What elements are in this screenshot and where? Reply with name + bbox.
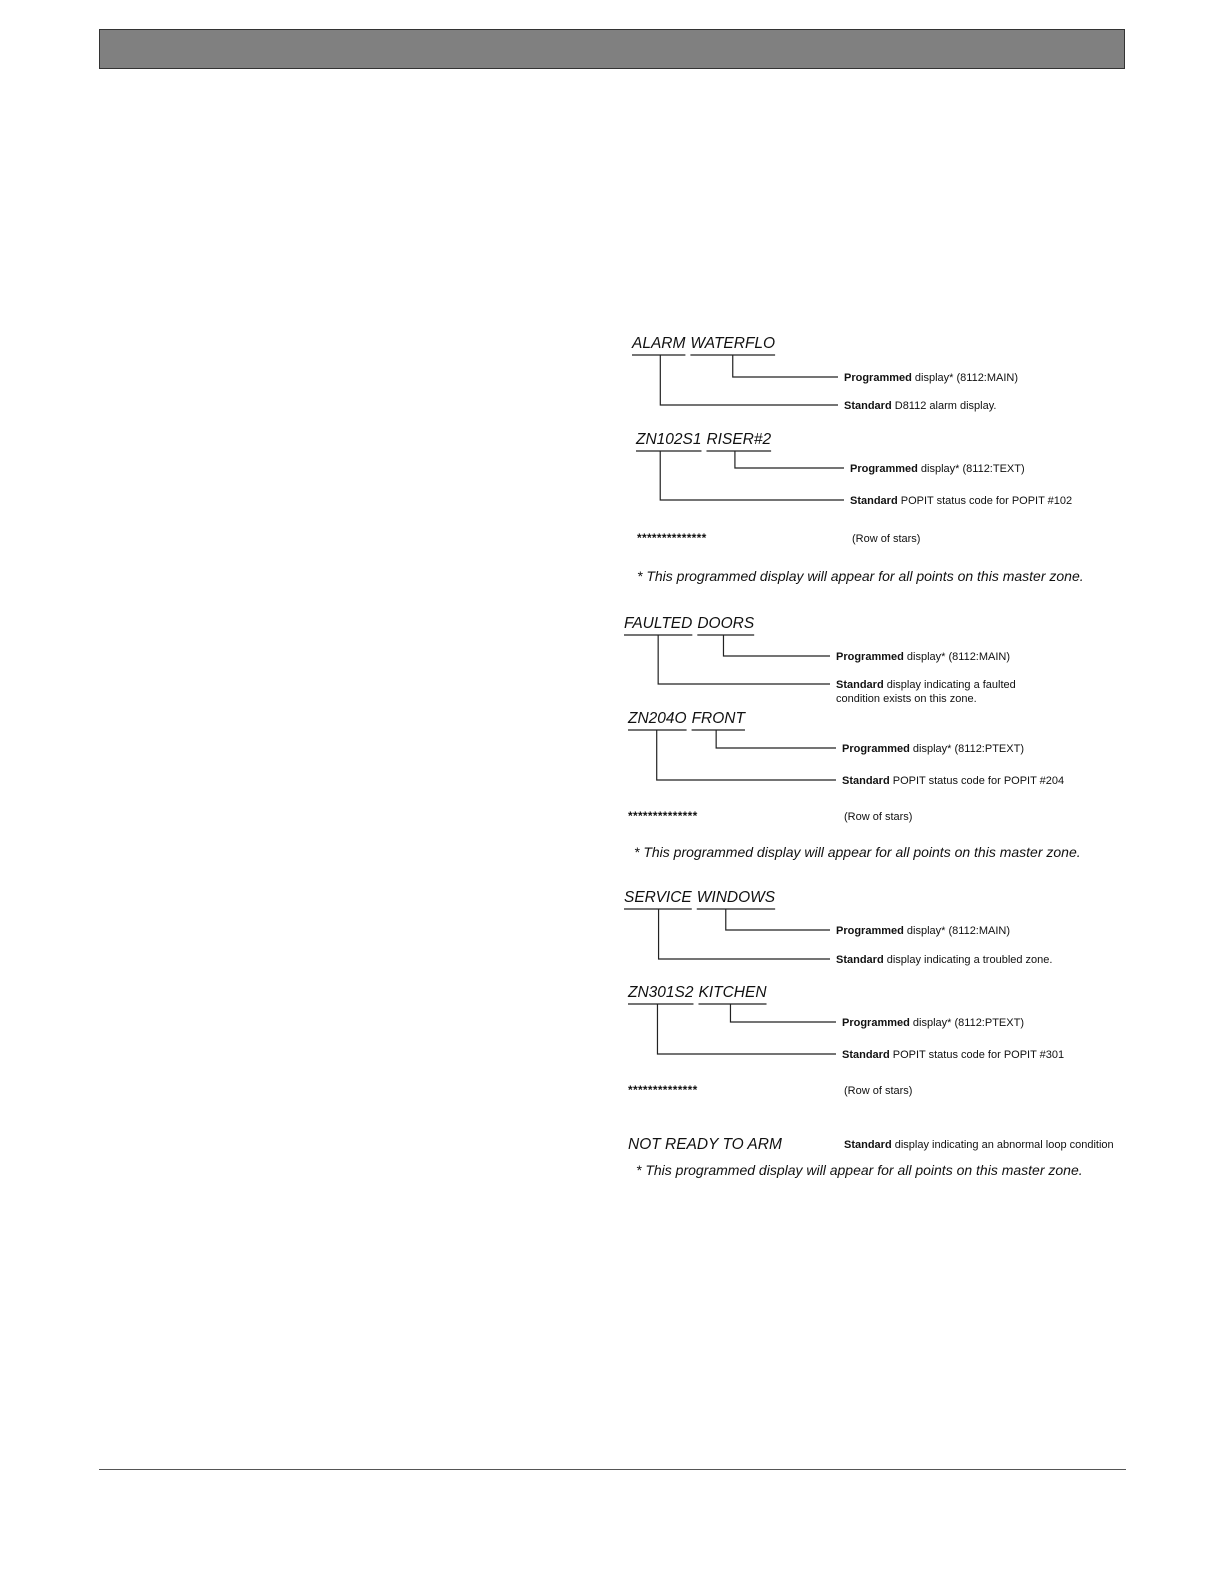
section-2-popit-display-callout-programmed [842,743,1024,755]
section-3-not-ready-callout [844,1139,1114,1151]
section-1-popit-display-callout-programmed [850,463,1025,475]
section-1-popit-display-callout-programmed-keyword: Programmed [850,463,918,475]
section-1-main-display-word-2: WATERFLO [690,335,776,352]
section-1-popit-display-callout-standard-text: POPIT status code for POPIT #102 [897,495,1073,507]
section-3-popit-display-callout-programmed [842,1017,1024,1029]
section-1-main-display-callout-programmed-keyword: Programmed [844,372,912,384]
section-1-popit-display-word-2: RISER#2 [706,431,772,448]
section-3-main-display-callout-standard [836,954,1052,966]
section-1-footnote: * This programmed display will appear for all points on this master zone. [637,568,1084,584]
section-1-popit-display-callout-standard-keyword: Standard [850,495,898,507]
section-3-popit-display-callout-programmed-keyword: Programmed [842,1017,910,1029]
section-3-main-display-callout-standard-text: display indicating a troubled zone. [883,954,1053,966]
section-3-popit-display-word-1: ZN301S2 [628,984,694,1001]
section-3-popit-display-callout-standard-text: POPIT status code for POPIT #301 [889,1049,1065,1061]
section-3-main-display-callout-programmed [836,925,1010,937]
section-1-main-display-callout-standard-keyword: Standard [844,400,892,412]
section-1-main-display-callout-standard [844,400,996,412]
section-2-main-display-callout-standard-text: display indicating a faulted [883,679,1016,691]
section-3-main-display-word-2: WINDOWS [696,889,776,906]
footer-rule [99,1469,1126,1470]
section-1-main-display-callout-standard-text: D8112 alarm display. [891,400,997,412]
section-3-main-display-leader-programmed [726,909,830,930]
section-3-footnote: * This programmed display will appear for all points on this master zone. [636,1162,1083,1178]
section-3-popit-display-leader-standard [657,1004,836,1054]
section-1-popit-display-word-1: ZN102S1 [636,431,702,448]
section-2-popit-display-callout-standard-text: POPIT status code for POPIT #204 [889,775,1065,787]
section-1-main-display-callout-programmed-text: display* (8112:MAIN) [911,372,1019,384]
section-2-main-display-word-1: FAULTED [624,615,693,632]
section-3-not-ready-callout-keyword: Standard [844,1139,892,1151]
section-2-popit-display-callout-standard-keyword: Standard [842,775,890,787]
section-3-main-display-callout-programmed-text: display* (8112:MAIN) [903,925,1011,937]
section-1-popit-display-callout-standard [850,495,1072,507]
section-2-popit-display-callout-standard [842,775,1064,787]
section-1-row-of-stars-label: (Row of stars) [852,533,921,545]
section-3-row-of-stars-label: (Row of stars) [844,1085,913,1097]
section-2-row-of-stars: ************** [628,809,698,823]
section-3-main-display-word-1: SERVICE [624,889,692,906]
section-2-main-display-callout-programmed-text: display* (8112:MAIN) [903,651,1011,663]
section-3-popit-display-callout-standard [842,1049,1064,1061]
section-3-popit-display-callout-programmed-text: display* (8112:PTEXT) [909,1017,1024,1029]
section-2-popit-display-callout-programmed-text: display* (8112:PTEXT) [909,743,1024,755]
section-2-main-display-leader-programmed [723,635,830,656]
section-1-main-display-word-1: ALARM [632,335,686,352]
section-2-popit-display-leader-standard [657,730,836,780]
section-2-row-of-stars-label: (Row of stars) [844,811,913,823]
section-1-popit-display-leader-standard [660,451,844,500]
section-3-not-ready-callout-text: display indicating an abnormal loop condition [891,1139,1114,1151]
section-3-main-display-leader-standard [659,909,830,959]
section-1-popit-display-leader-programmed [735,451,844,468]
section-3-popit-display-word-2: KITCHEN [698,984,767,1001]
section-1-main-display-leader-programmed [733,355,838,377]
section-2-popit-display-leader-programmed [716,730,836,748]
section-2-popit-display-word-1: ZN204O [628,710,687,727]
section-3-popit-display-callout-standard-keyword: Standard [842,1049,890,1061]
section-2-main-display-word-2: DOORS [697,615,755,632]
section-3-row-of-stars: ************** [628,1083,698,1097]
section-2-main-display-callout-programmed [836,651,1010,663]
section-1-row-of-stars: ************** [637,531,707,545]
section-2-footnote: * This programmed display will appear for all points on this master zone. [634,844,1081,860]
section-2-main-display-callout-standard-keyword: Standard [836,679,884,691]
section-3-popit-display-leader-programmed [730,1004,836,1022]
section-1-main-display-leader-standard [660,355,838,405]
section-2-popit-display-word-2: FRONT [691,710,745,727]
section-2-main-display-callout-standard-line2: condition exists on this zone. [836,693,977,705]
section-2-main-display-leader-standard [658,635,830,684]
section-2-main-display-callout-programmed-keyword: Programmed [836,651,904,663]
section-2-popit-display-callout-programmed-keyword: Programmed [842,743,910,755]
section-2-main-display-callout-standard [836,679,1016,691]
section-1-popit-display-callout-programmed-text: display* (8112:TEXT) [917,463,1025,475]
section-3-main-display-callout-standard-keyword: Standard [836,954,884,966]
section-1-main-display-callout-programmed [844,372,1018,384]
section-3-not-ready-display: NOT READY TO ARM [628,1136,782,1153]
section-3-main-display-callout-programmed-keyword: Programmed [836,925,904,937]
